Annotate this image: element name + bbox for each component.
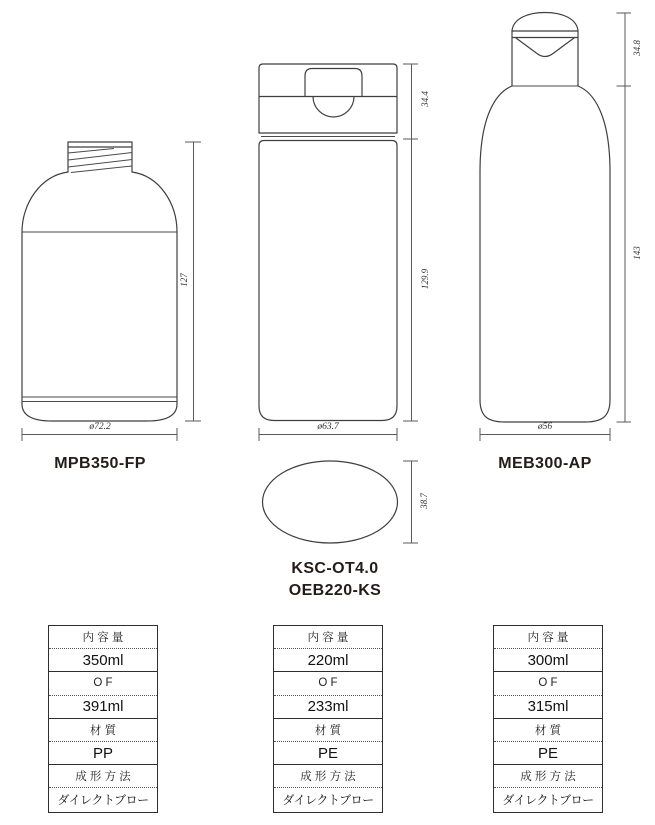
- dim-label-depth-middle-bottle: 38.7: [419, 493, 429, 509]
- dim-label-cap-height-middle-bottle: 34.4: [420, 91, 430, 107]
- molding-method-label: 成 形 方 法: [494, 765, 602, 788]
- bottle-oeb220-top-view: [263, 461, 398, 543]
- bottle-mpb350-outline: [22, 142, 177, 421]
- capacity-value: 350ml: [49, 649, 157, 672]
- molding-method-label: 成 形 方 法: [274, 765, 382, 788]
- capacity-label: 内 容 量: [274, 626, 382, 649]
- overflow-label: O F: [49, 672, 157, 695]
- capacity-label: 内 容 量: [494, 626, 602, 649]
- material-label: 材 質: [494, 719, 602, 742]
- dim-label-body-height-middle-bottle: 129.9: [420, 268, 430, 290]
- dim-label-width-right-bottle: ø56: [537, 422, 553, 432]
- spec-table-oeb220: [273, 625, 383, 813]
- capacity-value: 300ml: [494, 649, 602, 672]
- dim-label-width-left-bottle: ø72.2: [89, 422, 111, 432]
- molding-method-value: ダイレクトブロー: [57, 793, 149, 808]
- molding-method-value: ダイレクトブロー: [502, 793, 594, 808]
- overflow-value: 391ml: [49, 696, 157, 719]
- material-value: PP: [49, 742, 157, 765]
- model-label-mpb350: MPB350-FP: [54, 455, 146, 472]
- molding-method-value: ダイレクトブロー: [282, 793, 374, 808]
- spec-table-mpb350: [48, 625, 158, 813]
- material-label: 材 質: [49, 719, 157, 742]
- spec-table-meb300: [493, 625, 603, 813]
- model-label-ksc-ot40: KSC-OT4.0: [291, 560, 379, 577]
- overflow-value: 233ml: [274, 696, 382, 719]
- bottle-mpb350-dimensions: [22, 142, 201, 441]
- overflow-label: O F: [494, 672, 602, 695]
- material-value: PE: [494, 742, 602, 765]
- dim-label-body-height-right-bottle: 143: [632, 246, 642, 260]
- overflow-label: O F: [274, 672, 382, 695]
- dim-label-cap-height-right-bottle: 34.8: [632, 40, 642, 56]
- model-label-oeb220: OEB220-KS: [288, 582, 382, 599]
- overflow-value: 315ml: [494, 696, 602, 719]
- bottle-meb300-dimensions: [480, 13, 631, 441]
- dim-label-width-middle-bottle: ø63.7: [317, 422, 339, 432]
- bottle-oeb220-outline: [259, 64, 398, 543]
- bottle-meb300-outline: [480, 13, 610, 423]
- molding-method-label: 成 形 方 法: [49, 765, 157, 788]
- bottle-oeb220-dimensions: [259, 64, 418, 543]
- material-label: 材 質: [274, 719, 382, 742]
- model-label-meb300: MEB300-AP: [498, 455, 592, 472]
- dim-label-height-left-bottle: 127: [179, 273, 189, 287]
- capacity-value: 220ml: [274, 649, 382, 672]
- material-value: PE: [274, 742, 382, 765]
- capacity-label: 内 容 量: [49, 626, 157, 649]
